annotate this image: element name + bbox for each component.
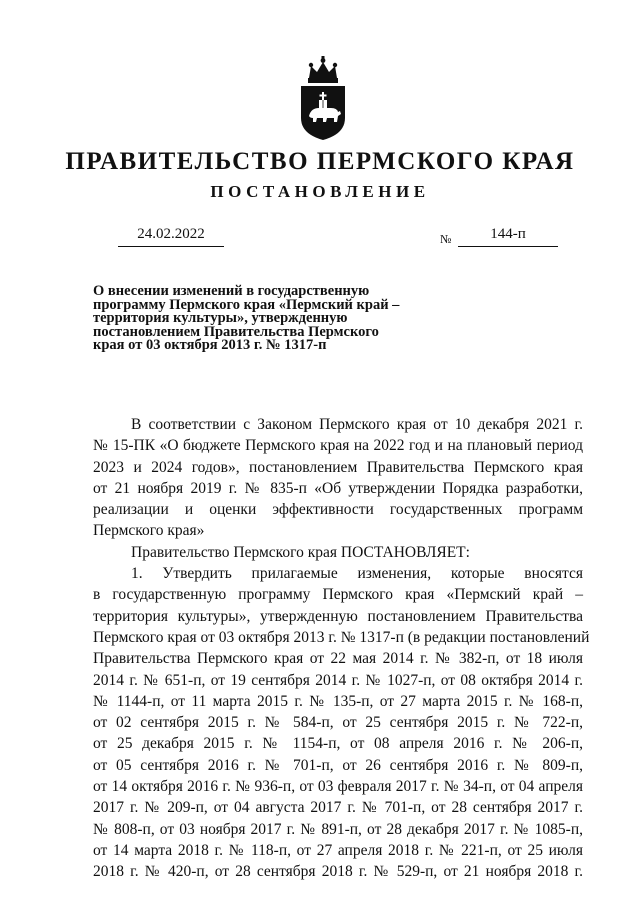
body-line: № 1144-п, от 11 марта 2015 г. № 135-п, от 27 марта 2015 г. № 168-п, — [93, 692, 583, 710]
body-line: Правительство Пермского края ПОСТАНОВЛЯЕТ: — [131, 543, 470, 561]
body-line: 2018 г. № 420-п, от 28 сентября 2018 г. № 529-п, от 21 ноября 2018 г. — [93, 863, 583, 881]
subject-line: территория культуры», утвержденную — [93, 310, 348, 326]
body-line: 2017 г. № 209-п, от 04 августа 2017 г. № 701-п, от 28 сентября 2017 г. — [93, 799, 583, 817]
government-title: ПРАВИТЕЛЬСТВО ПЕРМСКОГО КРАЯ — [65, 148, 575, 175]
subject-line: программу Пермского края «Пермский край – — [93, 296, 400, 313]
subject-line: постановлением Правительства Пермского — [93, 323, 379, 340]
document-date: 24.02.2022 — [137, 226, 205, 242]
number-sign: № — [440, 232, 452, 246]
body-line: В соответствии с Законом Пермского края от 10 декабря 2021 г. — [131, 416, 583, 433]
body-line: территория культуры», утвержденную постановлением Правительства — [93, 607, 583, 625]
subject-line: края от 03 октября 2013 г. № 1317-п — [93, 337, 327, 353]
body-line: Пермского края от 03 октября 2013 г. № 1317-п (в редакции постановлений — [93, 628, 590, 646]
body-line: № 15-ПК «О бюджете Пермского края на 2022 год и на плановый период — [93, 437, 583, 455]
body-line: от 02 сентября 2015 г. № 584-п, от 25 сентября 2015 г. № 722-п, — [93, 714, 583, 732]
body-line: 2023 и 2024 годов», постановлением Правительства Пермского края — [93, 458, 583, 476]
document-body — [93, 414, 590, 883]
body-line: Пермского края» — [93, 522, 205, 540]
body-line: Правительства Пермского края от 22 мая 2014 г. № 382-п, от 18 июля — [93, 650, 583, 668]
coat-of-arms-icon — [291, 56, 355, 142]
body-line: 1. Утвердить прилагаемые изменения, которые вносятся — [131, 565, 583, 583]
body-line: реализации и оценки эффективности государственных программ — [93, 501, 583, 519]
body-line: № 808-п, от 03 ноября 2017 г. № 891-п, от 28 декабря 2017 г. № 1085-п, — [93, 820, 583, 838]
body-line: в государственную программу Пермского края «Пермский край – — [93, 586, 583, 604]
body-line: от 14 октября 2016 г. № 936-п, от 03 февраля 2017 г. № 34-п, от 04 апреля — [93, 778, 583, 796]
number-underline — [458, 246, 558, 247]
body-line: от 21 ноября 2019 г. № 835-п «Об утверждении Порядка разработки, — [93, 479, 583, 497]
document-subject — [93, 285, 433, 353]
subject-line: О внесении изменений в государственную — [93, 283, 370, 299]
body-line: от 25 декабря 2015 г. № 1154-п, от 08 апреля 2016 г. № 206-п, — [93, 735, 583, 753]
body-line: 2014 г. № 651-п, от 19 сентября 2014 г. № 1027-п, от 08 октября 2014 г. — [93, 671, 583, 689]
date-underline — [118, 246, 224, 247]
body-line: от 14 марта 2018 г. № 118-п, от 27 апреля 2018 г. № 221-п, от 25 июля — [93, 841, 583, 859]
body-line: от 05 сентября 2016 г. № 701-п, от 26 сентября 2016 г. № 809-п, — [93, 756, 583, 774]
document-type: ПОСТАНОВЛЕНИЕ — [210, 182, 430, 201]
document-number: 144-п — [490, 226, 526, 242]
